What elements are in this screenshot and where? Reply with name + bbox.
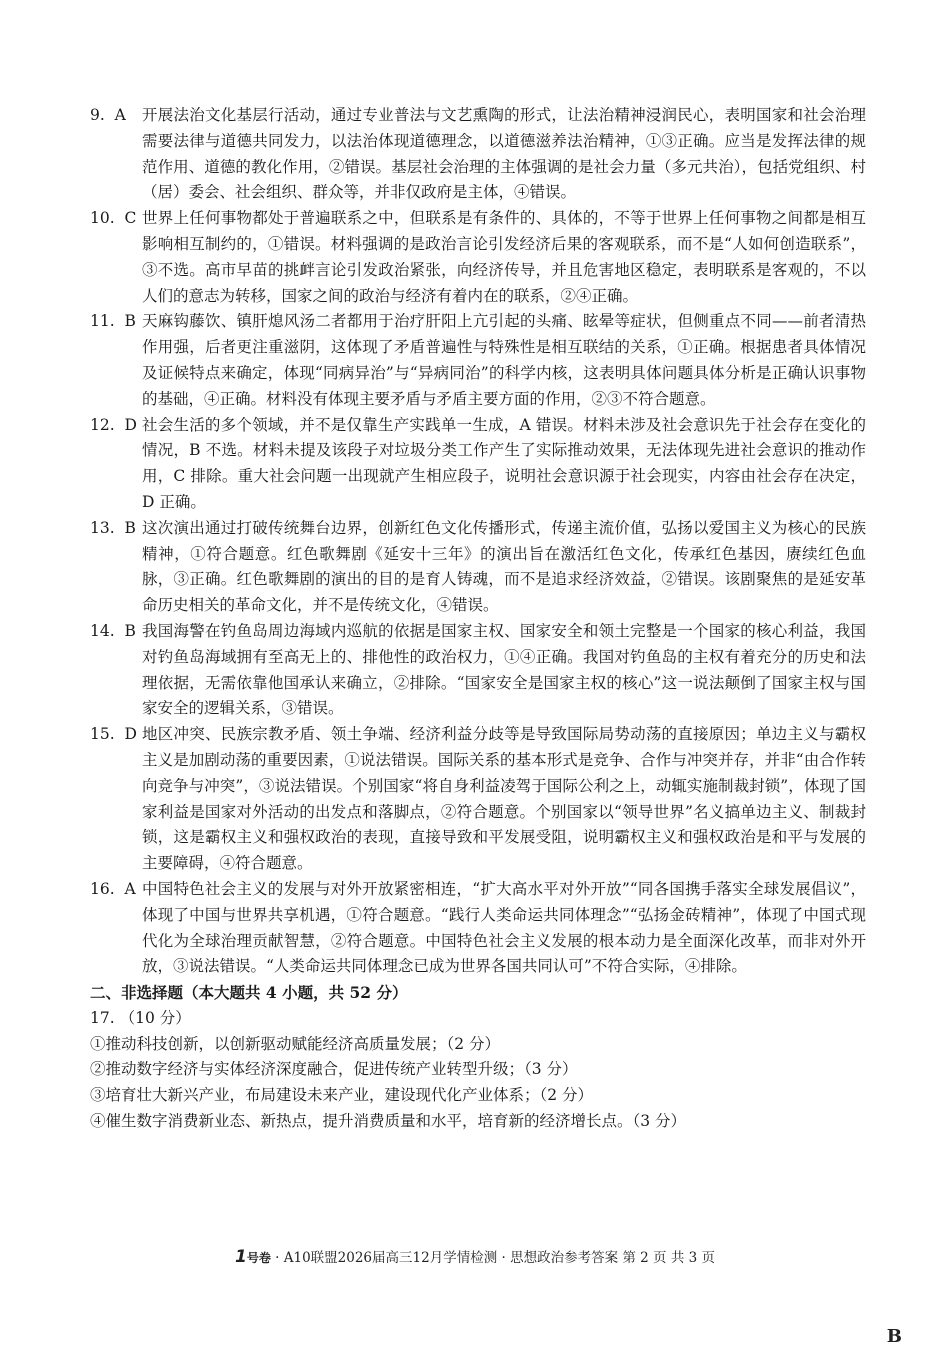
question-17-header: 17. （10 分） [90,1008,191,1027]
question-explanation: 中国特色社会主义的发展与对外开放紧密相连，“扩大高水平对外开放”“同各国携手落实全球发展倡议”，体现了中国与世界共享机遇，①符合题意。“践行人类命运共同体理念”“弘扬金砖精神”，体现了中国式现代化为全球治理贡献智慧，②符合题意。中国特色社会主义发展的根本动力是全面深化改革，而非对外开放，③说法错误。“人类命运共同体理念已成为世界各国共同认可”不符合实际，④排除。 [142,879,866,976]
question-explanation: 我国海警在钓鱼岛周边海域内巡航的依据是国家主权、国家安全和领土完整是一个国家的核心利益，我国对钓鱼岛海域拥有至高无上的、排他性的政治权力，①④正确。我国对钓鱼岛的主权有着充分的历史和法理依据，无需依靠他国承认来确立，②排除。“国家安全是国家主权的核心”这一说法颠倒了国家主权与国家安全的逻辑关系，③错误。 [142,621,866,718]
answer-point: ②推动数字经济与实体经济深度融合，促进传统产业转型升级；（3 分） [90,1060,578,1079]
answer-point: ③培育壮大新兴产业，布局建设未来产业，建设现代化产业体系；（2 分） [90,1086,594,1105]
question-12 [90,413,866,516]
question-15 [90,722,866,877]
footer-text: · A10联盟2026届高三12月学情检测 · 思想政治参考答案 第 2 页 共 3 页 [275,1250,715,1266]
question-explanation: 社会生活的多个领域，并不是仅靠生产实践单一生成，A 错误。材料未涉及社会意识先于社会存在变化的情况，B 不选。材料未提及该段子对垃圾分类工作产生了实际推动效果，无法体现先进社会意识的推动作用，C 排除。重大社会问题一出现就产生相应段子，说明社会意识源于社会现实，内容由社会存在决定，D 正确。 [142,415,866,511]
question-number: 10. C [90,209,137,228]
answer-point: ①推动科技创新，以创新驱动赋能经济高质量发展；（2 分） [90,1034,501,1053]
question-number: 14. B [90,621,136,640]
question-9 [90,103,866,206]
question-explanation: 地区冲突、民族宗教矛盾、领土争端、经济利益分歧等是导致国际局势动荡的直接原因；单边主义与霸权主义是加剧动荡的重要因素，①说法错误。国际关系的基本形式是竞争、合作与冲突并存，并非“由合作转向竞争与冲突”，③说法错误。个别国家“将自身利益凌驾于国际公利之上，动辄实施制裁封锁”，体现了国家利益是国家对外活动的出发点和落脚点，②符合题意。个别国家以“领导世界”名义搞单边主义、制裁封锁，这是霸权主义和强权政治的表现，直接导致和平发展受阻，说明霸权主义和强权政治是和平与发展的主要障碍，④符合题意。 [142,725,866,873]
question-14 [90,619,866,722]
answer-point: ④催生数字消费新业态、新热点，提升消费质量和水平，培育新的经济增长点。（3 分） [90,1112,687,1131]
question-11 [90,309,866,412]
question-16 [90,877,866,980]
question-number: 13. B [90,518,136,537]
brand-logo-text: 号卷 [246,1251,271,1265]
brand-logo: 1 [235,1247,247,1267]
question-explanation: 世界上任何事物都处于普遍联系之中，但联系是有条件的、具体的，不等于世界上任何事物之间都是相互影响相互制约的，①错误。材料强调的是政治言论引发经济后果的客观联系，而不是“人如何创造联系”，③不选。高市早苗的挑衅言论引发政治紧张，向经济传导，并且危害地区稳定，表明联系是客观的，不以人们的意志为转移，国家之间的政治与经济有着内在的联系，②④正确。 [142,209,866,305]
question-number: 16. A [90,879,136,898]
section-title: 二、非选择题（本大题共 4 小题，共 52 分） [90,983,408,1003]
question-number: 11. B [90,312,136,331]
question-13 [90,516,866,619]
question-number: 12. D [90,415,137,434]
corner-mark: B [886,1326,902,1347]
question-number: 9. A [90,106,126,124]
page-footer [0,1247,950,1268]
question-explanation: 这次演出通过打破传统舞台边界，创新红色文化传播形式，传递主流价值，弘扬以爱国主义为核心的民族精神，①符合题意。红色歌舞剧《延安十三年》的演出旨在激活红色文化，传承红色基因，赓续红色血脉，③正确。红色歌舞剧的演出的目的是育人铸魂，而不是追求经济效益，②错误。该剧聚焦的是延安革命历史相关的革命文化，并不是传统文化，④错误。 [142,518,866,615]
question-explanation: 天麻钩藤饮、镇肝熄风汤二者都用于治疗肝阳上亢引起的头痛、眩晕等症状，但侧重点不同——前者清热作用强，后者更注重滋阴，这体现了矛盾普遍性与特殊性是相互联结的关系，①正确。根据患者具体情况及证候特点来确定，体现“同病异治”与“异病同治”的科学内核，这表明具体问题具体分析是正确认识事物的基础，④正确。材料没有体现主要矛盾与矛盾主要方面的作用，②③不符合题意。 [142,312,866,408]
question-10 [90,206,866,309]
question-number: 15. D [90,725,137,744]
answer-page [90,103,866,1135]
question-explanation: 开展法治文化基层行活动，通过专业普法与文艺熏陶的形式，让法治精神浸润民心，表明国家和社会治理需要法律与道德共同发力，以法治体现道德理念，以道德滋养法治精神，①③正确。应当是发挥法律的规范作用、道德的教化作用，②错误。基层社会治理的主体强调的是社会力量（多元共治），包括党组织、村（居）委会、社会组织、群众等，并非仅政府是主体，④错误。 [142,106,866,202]
